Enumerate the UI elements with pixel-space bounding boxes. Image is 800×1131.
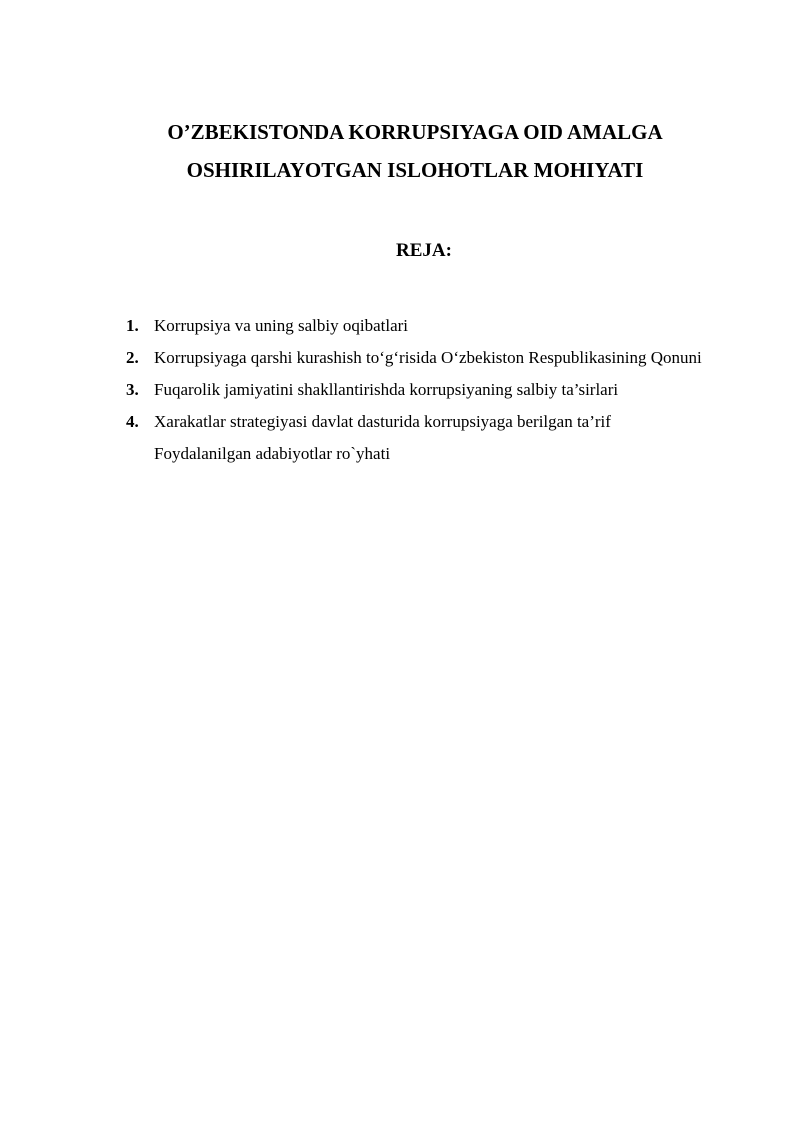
plan-heading: REJA: bbox=[396, 240, 452, 261]
plan-item-text: Korrupsiya va uning salbiy oqibatlari bbox=[154, 316, 409, 335]
plan-item-text: Korrupsiyaga qarshi kurashish to‘g‘risida O‘zbekiston Respublikasining Qonuni bbox=[154, 348, 702, 367]
plan-item-2 bbox=[126, 342, 744, 374]
document-title bbox=[100, 113, 730, 189]
plan-list bbox=[126, 310, 744, 470]
references-item bbox=[126, 438, 744, 470]
plan-item-text: Fuqarolik jamiyatini shakllantirishda korrupsiyaning salbiy ta’sirlari bbox=[154, 380, 619, 399]
plan-item-number: 2. bbox=[126, 348, 139, 367]
plan-item-3 bbox=[126, 374, 744, 406]
plan-item-1 bbox=[126, 310, 744, 342]
plan-item-number: 4. bbox=[126, 412, 139, 431]
document-title-line-2: OSHIRILAYOTGAN ISLOHOTLAR MOHIYATI bbox=[186, 158, 644, 182]
plan-item-number: 1. bbox=[126, 316, 139, 335]
plan-item-text: Xarakatlar strategiyasi davlat dasturida korrupsiyaga berilgan ta’rif bbox=[154, 412, 611, 431]
document-title-line-1: O’ZBEKISTONDA KORRUPSIYAGA OID AMALGA bbox=[167, 120, 663, 144]
plan-item-4 bbox=[126, 406, 744, 438]
references-label: Foydalanilgan adabiyotlar ro`yhati bbox=[154, 444, 391, 463]
plan-item-number: 3. bbox=[126, 380, 139, 399]
